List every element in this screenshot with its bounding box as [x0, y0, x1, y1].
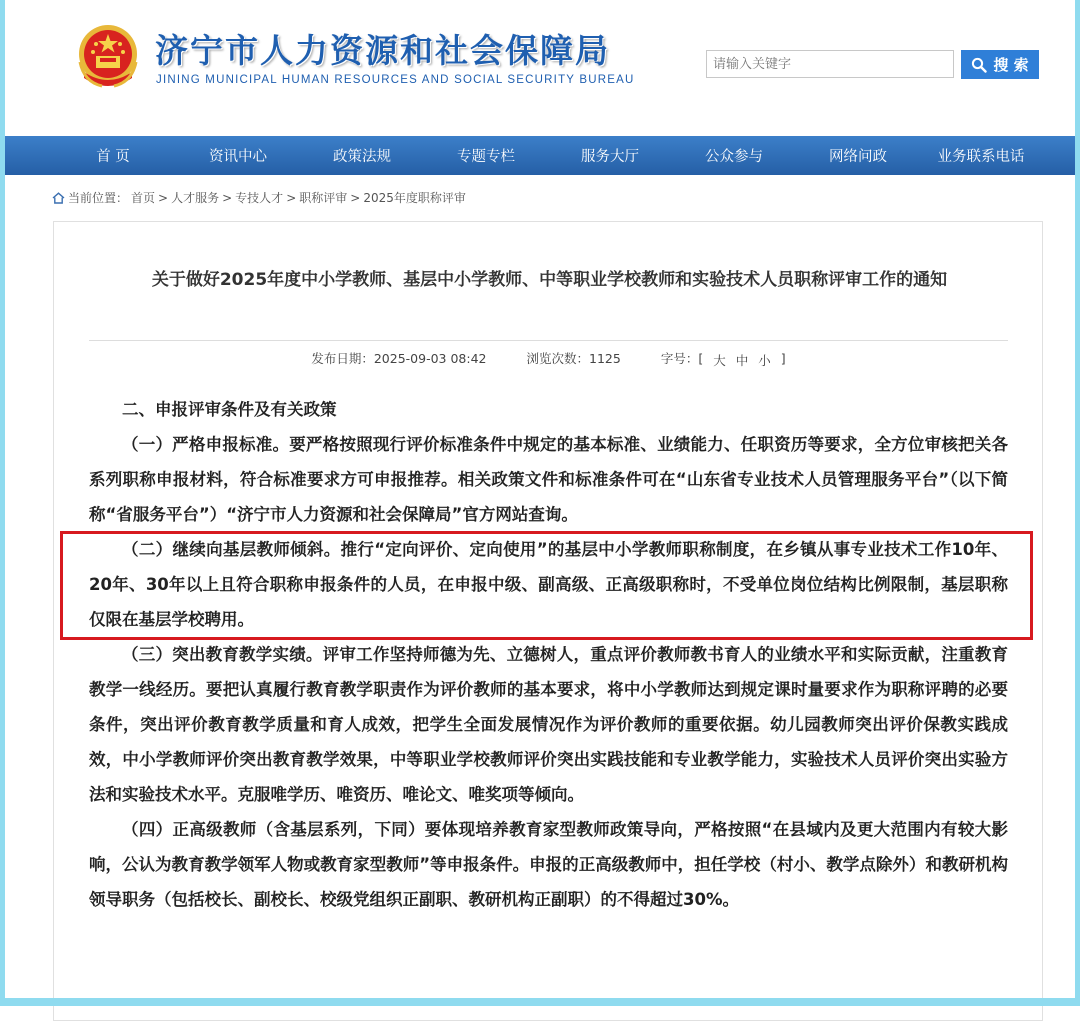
view-count: 浏览次数：1125: [526, 351, 621, 366]
page-frame-bottom: [0, 998, 1080, 1006]
nav-item-home[interactable]: 首 页: [96, 149, 130, 165]
breadcrumb-separator: >: [350, 190, 361, 205]
search-button[interactable]: [961, 50, 1039, 79]
nav-item-service-hall[interactable]: 服务大厅: [581, 149, 639, 165]
search-button-label: 搜 索: [993, 56, 1029, 74]
search-icon: [971, 57, 987, 73]
nav-item-topics[interactable]: 专题专栏: [457, 149, 515, 165]
breadcrumb-separator: >: [286, 190, 297, 205]
font-size-selector: 字号： [ 大 中 小 ]: [660, 351, 786, 368]
breadcrumb-item-title-review[interactable]: 职称评审: [299, 191, 348, 205]
breadcrumb-item-2025-review[interactable]: 2025年度职称评审: [363, 191, 466, 205]
search-input[interactable]: [706, 50, 954, 78]
article-meta: [89, 349, 1008, 369]
breadcrumb-item-talent-services[interactable]: 人才服务: [171, 191, 220, 205]
paragraph-4: （四）正高级教师（含基层系列，下同）要体现培养教育家型教师政策导向，严格按照“在县域内及更大范围内有较大影响，公认为教育教学领军人物或教育家型教师”等申报条件。申报的正高级教师中，担任学校（村小、教学点除外）和教研机构领导职务（包括校长、副校长、校级党组织正副职、教研机构正副职）的不得超过30%。: [89, 820, 1008, 909]
font-size-small[interactable]: 小: [758, 353, 771, 368]
site-subtitle: JINING MUNICIPAL HUMAN RESOURCES AND SOCIAL SECURITY BUREAU: [156, 74, 635, 86]
title-divider: [89, 340, 1008, 341]
paragraph-1: （一）严格申报标准。要严格按照现行评价标准条件中规定的基本标准、业绩能力、任职资历等要求，全方位审核把关各系列职称申报材料，符合标准要求方可申报推荐。相关政策文件和标准条件可在“山东省专业技术人员管理服务平台”（以下简称“省服务平台”）“济宁市人力资源和社会保障局”官方网站查询。: [89, 435, 1008, 524]
article-title: 关于做好2025年度中小学教师、基层中小学教师、中等职业学校教师和实验技术人员职称评审工作的通知: [151, 270, 948, 290]
site-title: 济宁市人力资源和社会保障局: [155, 31, 610, 70]
font-size-large[interactable]: 大: [713, 353, 726, 368]
paragraph-3: （三）突出教育教学实绩。评审工作坚持师德为先、立德树人，重点评价教师教书育人的业绩水平和实际贡献，注重教育教学一线经历。要把认真履行教育教学职责作为评价教师的基本要求，将中小学教师达到规定课时量要求作为职称评聘的必要条件，突出评价教育教学质量和育人成效，把学生全面发展情况作为评价教师的重要依据。幼儿园教师突出评价保教实践成效，中小学教师评价突出教育教学效果，中等职业学校教师评价突出实践技能和专业教学能力，实验技术人员评价突出实验方法和实验技术水平。克服唯学历、唯资历、唯论文、唯奖项等倾向。: [89, 645, 1008, 804]
nav-item-online-inquiry[interactable]: 网络问政: [829, 149, 887, 165]
section-heading: 二、申报评审条件及有关政策: [122, 400, 337, 419]
breadcrumb-separator: >: [158, 190, 169, 205]
home-icon: [52, 192, 65, 204]
breadcrumb: [52, 189, 466, 206]
breadcrumb-item-home[interactable]: 首页: [131, 191, 156, 205]
highlight-annotation-box: [60, 531, 1033, 640]
article-body: [89, 392, 1008, 917]
nav-item-policies[interactable]: 政策法规: [333, 149, 391, 165]
paragraph-2: （二）继续向基层教师倾斜。推行“定向评价、定向使用”的基层中小学教师职称制度，在乡镇从事专业技术工作10年、20年、30年以上且符合职称申报条件的人员，在申报中级、副高级、正高级职称时，不受单位岗位结构比例限制，基层职称仅限在基层学校聘用。: [89, 540, 1008, 629]
national-emblem-icon: [74, 22, 142, 92]
page-frame-right: [1075, 0, 1080, 1006]
main-nav: [5, 136, 1075, 175]
breadcrumb-separator: >: [222, 190, 233, 205]
nav-item-contact-phone[interactable]: 业务联系电话: [937, 149, 1025, 165]
font-size-medium[interactable]: 中: [735, 353, 749, 368]
nav-item-public-participation[interactable]: 公众参与: [705, 149, 763, 165]
nav-item-news-center[interactable]: 资讯中心: [209, 149, 267, 165]
publish-date: 发布日期：2025-09-03 08:42: [311, 351, 487, 366]
breadcrumb-label: 当前位置：: [68, 191, 129, 205]
breadcrumb-item-professional-talent[interactable]: 专技人才: [235, 191, 284, 205]
